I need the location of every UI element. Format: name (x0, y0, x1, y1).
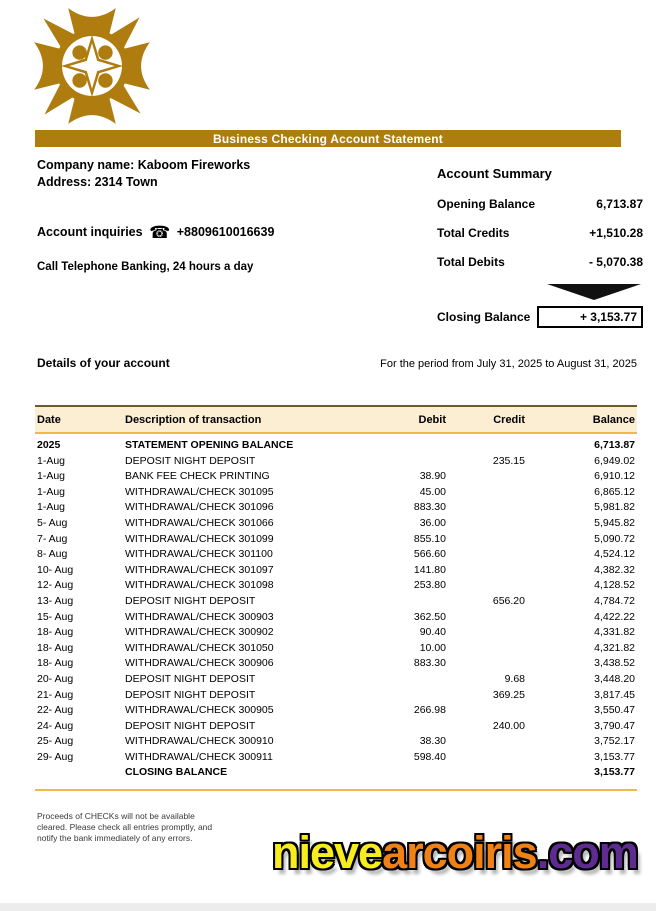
cell-debit (350, 688, 448, 704)
cell-date: 10- Aug (37, 563, 74, 576)
cell-description: WITHDRAWAL/CHECK 300902 (125, 626, 274, 639)
total-debits-label: Total Debits (437, 255, 505, 269)
cell-balance: 6,865.12 (594, 485, 635, 498)
cell-description: WITHDRAWAL/CHECK 301097 (125, 563, 274, 576)
cell-date: 1-Aug (37, 485, 66, 498)
cell-description: WITHDRAWAL/CHECK 300911 (125, 750, 273, 763)
cell-debit: 566.60 (413, 548, 446, 561)
table-row (35, 625, 637, 641)
cell-description: BANK FEE CHECK PRINTING (125, 470, 270, 483)
transactions-table-wrap (35, 405, 637, 791)
cell-date: 12- Aug (37, 579, 74, 592)
statement-period: For the period from July 31, 2025 to August 31, 2025 (380, 358, 637, 370)
table-row (35, 485, 637, 501)
cell-date: 20- Aug (37, 672, 74, 685)
cell-balance: 6,949.02 (594, 454, 635, 467)
cell-description: DEPOSIT NIGHT DEPOSIT (125, 454, 256, 467)
cell-credit (448, 625, 527, 641)
sun-star-logo-icon (30, 4, 154, 128)
down-arrow-icon (547, 284, 641, 300)
cell-debit: 883.30 (413, 657, 446, 670)
company-name-line: Company name: Kaboom Fireworks (37, 158, 251, 172)
cell-credit (448, 516, 527, 532)
cell-date: 22- Aug (37, 704, 74, 717)
cell-date: 13- Aug (37, 594, 74, 607)
cell-debit (350, 765, 448, 781)
company-address-line: Address: 2314 Town (37, 175, 158, 189)
company-info (37, 157, 250, 191)
cell-date: 18- Aug (37, 626, 74, 639)
cell-credit (448, 547, 527, 563)
watermark-part-3: .com (536, 827, 638, 878)
transactions-table (35, 405, 637, 781)
account-inquiries-line (37, 223, 274, 243)
header-balance: Balance (527, 406, 637, 433)
cell-description: DEPOSIT NIGHT DEPOSIT (125, 672, 256, 685)
cell-credit (448, 433, 527, 454)
cell-credit (448, 469, 527, 485)
cell-credit (448, 610, 527, 626)
cell-balance: 3,817.45 (594, 688, 635, 701)
cell-credit (448, 641, 527, 657)
header-credit: Credit (448, 406, 527, 433)
cell-debit: 883.30 (413, 501, 446, 514)
table-row (35, 594, 637, 610)
opening-balance-value: 6,713.87 (596, 197, 643, 211)
cell-description: WITHDRAWAL/CHECK 300910 (125, 735, 274, 748)
cell-date: 7- Aug (37, 532, 68, 545)
bank-logo-icon (30, 4, 154, 128)
cell-balance: 3,790.47 (594, 719, 635, 732)
cell-balance: 5,090.72 (594, 532, 635, 545)
table-row (35, 610, 637, 626)
disclaimer-line: Proceeds of CHECKs will not be available (37, 811, 195, 821)
cell-debit: 10.00 (419, 641, 446, 654)
cell-debit: 855.10 (413, 532, 446, 545)
cell-balance: 3,752.17 (594, 735, 635, 748)
table-row (35, 532, 637, 548)
cell-balance: 3,550.47 (594, 704, 635, 717)
cell-description: STATEMENT OPENING BALANCE (125, 439, 294, 451)
cell-credit (448, 500, 527, 516)
cell-debit: 38.90 (419, 470, 446, 483)
cell-date: 18- Aug (37, 657, 74, 670)
cell-description: WITHDRAWAL/CHECK 301050 (125, 641, 274, 654)
cell-description: WITHDRAWAL/CHECK 300905 (125, 704, 274, 717)
footer-disclaimer (37, 811, 212, 844)
cell-balance: 5,945.82 (594, 516, 635, 529)
table-row (35, 578, 637, 594)
total-credits-row (437, 226, 643, 240)
cell-credit (448, 532, 527, 548)
cell-credit (448, 765, 527, 781)
cell-balance: 4,331.82 (594, 626, 635, 639)
cell-balance: 4,784.72 (594, 594, 635, 607)
table-row (35, 719, 637, 735)
details-heading: Details of your account (37, 356, 170, 370)
closing-balance-label: Closing Balance (437, 310, 531, 324)
table-row (35, 500, 637, 516)
closing-balance-value: + 3,153.77 (537, 306, 643, 328)
header-debit: Debit (350, 406, 448, 433)
inquiries-label: Account inquiries (37, 225, 143, 239)
cell-credit: 369.25 (492, 688, 525, 701)
cell-date: 5- Aug (37, 516, 68, 529)
cell-description: WITHDRAWAL/CHECK 301099 (125, 532, 274, 545)
cell-debit: 45.00 (419, 485, 446, 498)
table-row (35, 454, 637, 470)
cell-credit (448, 563, 527, 579)
cell-description: WITHDRAWAL/CHECK 301096 (125, 501, 274, 514)
opening-balance-label: Opening Balance (437, 197, 536, 211)
cell-balance: 4,382.32 (594, 563, 635, 576)
cell-description: WITHDRAWAL/CHECK 301095 (125, 485, 274, 498)
cell-description: WITHDRAWAL/CHECK 300903 (125, 610, 274, 623)
cell-debit: 266.98 (413, 704, 446, 717)
disclaimer-line: notify the bank immediately of any errors. (37, 833, 193, 843)
cell-debit (350, 719, 448, 735)
cell-balance: 6,910.12 (594, 470, 635, 483)
cell-description: WITHDRAWAL/CHECK 301066 (125, 516, 274, 529)
cell-balance: 3,448.20 (594, 672, 635, 685)
cell-description: DEPOSIT NIGHT DEPOSIT (125, 594, 256, 607)
phone-number: +8809610016639 (176, 225, 275, 239)
cell-credit: 240.00 (492, 719, 525, 732)
cell-date (35, 765, 123, 781)
cell-balance: 4,524.12 (594, 548, 635, 561)
phone-icon: ☎ (149, 223, 171, 242)
cell-debit (350, 594, 448, 610)
table-row (35, 734, 637, 750)
cell-description: CLOSING BALANCE (125, 766, 228, 779)
watermark-part-2: arcoiris (382, 827, 537, 878)
cell-debit: 90.40 (419, 626, 446, 639)
cell-balance: 3,153.77 (594, 750, 635, 763)
cell-balance: 6,713.87 (594, 439, 635, 451)
cell-balance: 5,981.82 (594, 501, 635, 514)
table-row (35, 765, 637, 781)
cell-debit (350, 672, 448, 688)
cell-credit (448, 485, 527, 501)
cell-date: 2025 (37, 439, 61, 451)
cell-credit: 235.15 (492, 454, 525, 467)
total-credits-label: Total Credits (437, 226, 510, 240)
cell-date: 8- Aug (37, 548, 68, 561)
statement-title-banner (35, 130, 621, 147)
cell-debit: 141.80 (413, 563, 446, 576)
watermark-text (272, 827, 638, 879)
account-summary-title: Account Summary (437, 166, 552, 181)
watermark-part-1: nieve (272, 827, 383, 878)
table-row (35, 469, 637, 485)
table-row (35, 656, 637, 672)
cell-debit (350, 454, 448, 470)
cell-debit: 38.30 (419, 735, 446, 748)
telephone-banking-line: Call Telephone Banking, 24 hours a day (37, 261, 254, 273)
table-row (35, 516, 637, 532)
table-row (35, 547, 637, 563)
cell-description: DEPOSIT NIGHT DEPOSIT (125, 719, 256, 732)
header-date: Date (35, 406, 123, 433)
cell-credit (448, 750, 527, 766)
cell-balance: 4,422.22 (594, 610, 635, 623)
cell-balance: 4,128.52 (594, 579, 635, 592)
table-row (35, 641, 637, 657)
header-description: Description of transaction (123, 406, 350, 433)
cell-description: WITHDRAWAL/CHECK 301098 (125, 579, 274, 592)
cell-credit (448, 656, 527, 672)
table-row (35, 672, 637, 688)
cell-date: 1-Aug (37, 454, 66, 467)
cell-date: 25- Aug (37, 735, 74, 748)
total-debits-row (437, 255, 643, 269)
cell-description: WITHDRAWAL/CHECK 300906 (125, 657, 274, 670)
cell-credit (448, 703, 527, 719)
cell-date: 15- Aug (37, 610, 74, 623)
account-summary (437, 166, 643, 328)
statement-title: Business Checking Account Statement (213, 131, 443, 146)
cell-credit (448, 578, 527, 594)
cell-balance: 3,438.52 (594, 657, 635, 670)
disclaimer-line: cleared. Please check all entries promptly, and (37, 822, 213, 832)
cell-description: DEPOSIT NIGHT DEPOSIT (125, 688, 256, 701)
table-header-row (35, 406, 637, 433)
page-bottom-strip (0, 903, 656, 911)
table-row (35, 750, 637, 766)
cell-date: 21- Aug (37, 688, 74, 701)
table-row (35, 563, 637, 579)
opening-balance-row (437, 197, 643, 211)
total-debits-value: - 5,070.38 (588, 255, 643, 269)
cell-debit: 362.50 (413, 610, 446, 623)
cell-debit: 253.80 (413, 579, 446, 592)
cell-date: 1-Aug (37, 470, 66, 483)
cell-debit: 36.00 (419, 516, 446, 529)
cell-date: 18- Aug (37, 641, 74, 654)
cell-debit: 598.40 (413, 750, 446, 763)
cell-date: 24- Aug (37, 719, 74, 732)
cell-credit: 9.68 (504, 672, 525, 685)
table-row (35, 688, 637, 704)
total-credits-value: +1,510.28 (589, 226, 643, 240)
cell-balance: 4,321.82 (594, 641, 635, 654)
cell-debit (350, 433, 448, 454)
table-row (35, 433, 637, 454)
cell-description: WITHDRAWAL/CHECK 301100 (125, 548, 273, 561)
cell-date: 29- Aug (37, 750, 74, 763)
cell-date: 1-Aug (37, 501, 66, 514)
table-row (35, 703, 637, 719)
cell-credit (448, 734, 527, 750)
cell-credit: 656.20 (492, 594, 525, 607)
closing-balance-row (437, 306, 643, 328)
cell-balance: 3,153.77 (594, 766, 635, 779)
